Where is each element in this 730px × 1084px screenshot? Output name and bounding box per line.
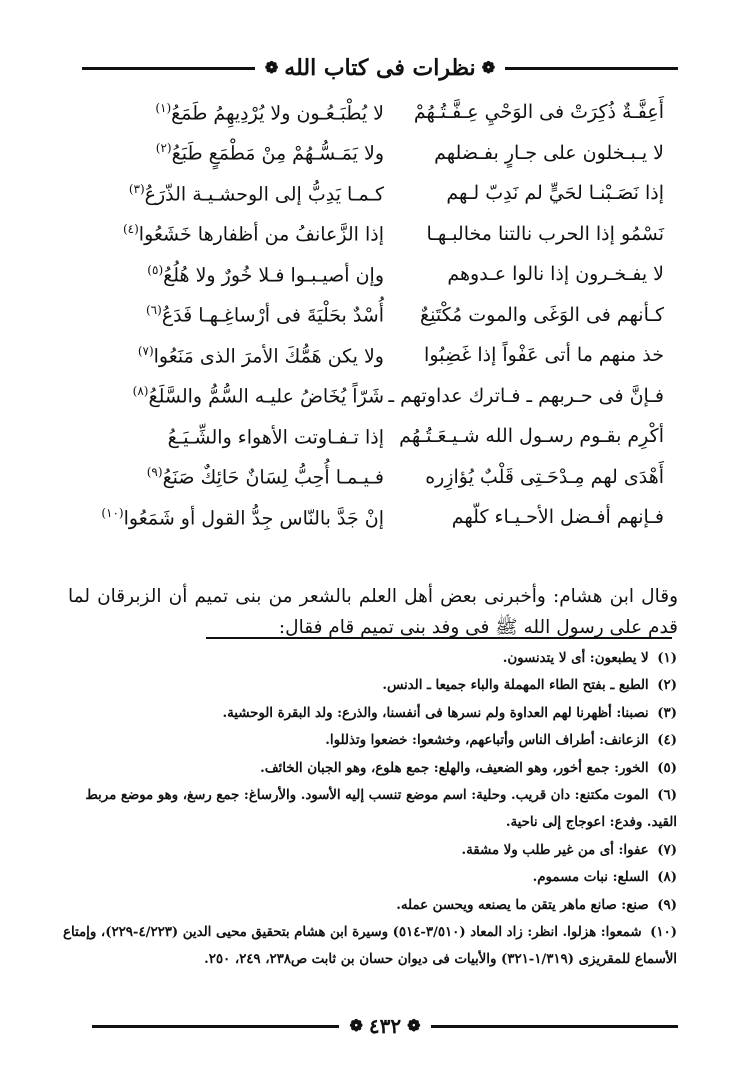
footnote-text: صنع: صانع ماهر يتقن ما يصنعه ويحسن عمله. xyxy=(396,897,649,913)
poem-verse xyxy=(84,335,664,376)
footnote-number: (٦) xyxy=(657,788,677,804)
footnote-text: الزعانف: أطراف الناس وأتباعهم، وخشعوا: خضعوا وتذللوا. xyxy=(325,733,649,749)
footnote-text: الخور: جمع أخور، وهو الضعيف، والهلع: جمع هلوع، وهو الجبان الخائف. xyxy=(260,760,649,776)
poem-verse xyxy=(84,214,664,255)
footnote-number: (٤) xyxy=(657,733,677,749)
verse-first-hemistich: لا يـبـخلون على جـارٍ بفـضلهم xyxy=(434,141,664,164)
verse-first-hemistich: فـإنَّ فى حـربهم ـ فـاترك عداوتهم ـ xyxy=(388,384,664,407)
footnote-ref: (٤) xyxy=(122,222,139,237)
verse-second-hemistich xyxy=(84,425,384,448)
verse-second-text: ولا يكن هَمُّكَ الأمرَ الذى مَنَعُوا xyxy=(153,344,384,367)
flower-ornament-icon: ❁ xyxy=(264,58,279,77)
flower-ornament-icon: ❁ xyxy=(407,1016,421,1035)
footnote-number: (٥) xyxy=(657,760,677,776)
footnote xyxy=(62,672,677,699)
verse-second-text: إنْ جَدَّ بالنّاس جِدُّ القول أو شَمَعُوا xyxy=(123,506,384,529)
footnote-text: الموت مكتنع: دان قريب. وحلية: اسم موضع تنسب إليه الأسود. والأرساغ: جمع رسغ، وهو موضع مربط القيد. وفدع: اعوجاج إلى ناحية. xyxy=(85,788,677,831)
verse-first-hemistich: أكْرِم بقـوم رسـول الله شـيـعَـتُـهُم xyxy=(399,425,664,448)
footnote-ref: (٩) xyxy=(146,465,163,480)
header-title-block xyxy=(255,55,505,81)
verse-second-hemistich xyxy=(84,465,384,488)
page-number-block xyxy=(339,1014,430,1038)
poem-verse xyxy=(84,376,664,417)
flower-ornament-icon: ❁ xyxy=(481,58,496,77)
footnote-number: (٩) xyxy=(657,897,677,913)
verse-second-text: كـمـا يَدِبُّ إلى الوحشـيـة الذّرَعُ xyxy=(144,182,384,205)
verse-second-hemistich xyxy=(84,344,384,367)
poem-verse xyxy=(84,173,664,214)
footnote-number: (٧) xyxy=(657,842,677,858)
verse-second-hemistich xyxy=(84,384,384,407)
footnote-text: لا يطبعون: أى لا يتدنسون. xyxy=(502,651,649,666)
verse-first-hemistich: خذ منهم ما أتى عَفْواً إذا غَضِبُوا xyxy=(424,344,664,367)
verse-second-hemistich xyxy=(84,182,384,205)
footnote-number: (٣) xyxy=(657,705,677,721)
footnote xyxy=(62,782,677,837)
footnote-ref: (٧) xyxy=(137,343,154,358)
footnote xyxy=(62,727,677,754)
footnote-text: شمعوا: هزلوا. انظر: زاد المعاد (٣/٥١٠-٥١٤) وسيرة ابن هشام بتحقيق محيى الدين (٤/٢٢٣-٢٢٩)، وإمتاع الأسماع للمقريزى (١/٣١٩-٣٢١) والأبيات فى ديوان حسان بن ثابت ص٢٣٨، ٢٤٩، ٢٥٠. xyxy=(63,925,677,968)
footer-rule-left xyxy=(92,1025,339,1028)
footnote xyxy=(62,892,677,919)
running-header xyxy=(82,50,678,86)
verse-second-hemistich xyxy=(84,141,384,164)
body-paragraph: وقال ابن هشام: وأخبرنى بعض أهل العلم بالشعر من بنى تميم أن الزبرقان لما قدم على رسول الله ﷺ فى وفد بنى تميم قام فقال: xyxy=(68,585,678,638)
footnote xyxy=(62,864,677,891)
footnote-ref: (٥) xyxy=(147,262,164,277)
verse-first-hemistich: إذا نَصَـبْنـا لحَيٍّ لم نَدِبّ لـهم xyxy=(446,182,664,205)
verse-first-hemistich: أَهْدَى لهم مِـدْحَـتِى قَلْبٌ يُؤازِره xyxy=(425,465,664,488)
footnote xyxy=(62,837,677,864)
verse-first-hemistich: نَسْمُو إذا الحرب نالتنا مخالبـهـا xyxy=(426,222,664,245)
footnote-ref: (١) xyxy=(155,100,172,115)
verse-second-hemistich xyxy=(84,506,384,529)
footnote-text: السلع: نبات مسموم. xyxy=(532,870,649,886)
footnote xyxy=(62,755,677,782)
verse-second-hemistich xyxy=(84,263,384,286)
header-title: نظرات فى كتاب الله xyxy=(284,55,476,81)
footnote-text: الطبع ـ بفتح الطاء المهملة والباء جميعا ـ الدنس. xyxy=(382,678,649,694)
footnote-ref: (٨) xyxy=(132,384,149,399)
verse-first-hemistich: لا يفـخـرون إذا نالوا عـدوهم xyxy=(447,263,664,286)
footnote-number: (١) xyxy=(657,651,677,666)
footnotes-divider xyxy=(206,637,672,639)
poem-verse xyxy=(84,295,664,336)
page-footer xyxy=(92,1013,678,1039)
footnote-number: (١٠) xyxy=(650,925,677,941)
verse-first-hemistich: كـأنهم فى الوَغَى والموت مُكْتَنِعٌ xyxy=(419,303,664,326)
footnote-text: نصبنا: أظهرنا لهم العداوة ولم نسرها فى أنفسنا، والذرع: ولد البقرة الوحشية. xyxy=(222,705,649,721)
footnote xyxy=(62,919,677,974)
header-rule-left xyxy=(82,67,255,70)
footnote xyxy=(62,645,677,672)
page-number: ٤٣٢ xyxy=(368,1014,402,1038)
footnotes xyxy=(62,645,677,974)
verse-second-text: وإن أصيـبـوا فـلا خُورٌ ولا هُلُعُ xyxy=(163,263,384,286)
verse-second-hemistich xyxy=(84,101,384,124)
verse-second-text: إذا الزَّعانفُ من أظفارها خَشَعُوا xyxy=(138,223,384,246)
verse-second-text: شَرّاً يُخَاضُ عليـه السُّمُّ والسَّلَعُ xyxy=(148,385,384,408)
verse-second-text: لا يُطْبَـعُـون ولا يُرْدِيهِمُ طَمَعُ xyxy=(171,101,384,124)
verse-second-text: ولا يَمَـسُّـهُمْ مِنْ مَطْمَعٍ طَبَعُ xyxy=(171,142,384,165)
verse-second-hemistich xyxy=(84,222,384,245)
verse-second-text: إذا تـفـاوتت الأهواء والشِّـيَـعُ xyxy=(167,425,384,448)
poem-verse xyxy=(84,133,664,174)
poem-verse xyxy=(84,497,664,538)
footnote-number: (٢) xyxy=(657,678,677,694)
footnote xyxy=(62,700,677,727)
footnote-ref: (٢) xyxy=(155,141,172,156)
footnote-ref: (٣) xyxy=(128,181,145,196)
footnote-ref: (١٠) xyxy=(101,505,124,520)
verse-first-hemistich: فـإنهم أفـضل الأحـيـاء كلّهم xyxy=(451,506,664,529)
verse-second-hemistich xyxy=(84,303,384,326)
verse-second-text: أُسْدٌ بحَلْيَةَ فى أرْساغِـهـا فَدَعُ xyxy=(161,304,384,327)
header-rule-right xyxy=(505,67,678,70)
footnote-text: عفوا: أى من غير طلب ولا مشقة. xyxy=(461,842,649,858)
poem-verse xyxy=(84,254,664,295)
flower-ornament-icon: ❁ xyxy=(349,1016,363,1035)
footnote-number: (٨) xyxy=(657,870,677,886)
poem-verse xyxy=(84,92,664,133)
poem-verse xyxy=(84,457,664,498)
verse-second-text: فـيـمـا أُحِبُّ لِسَانٌ حَائِكٌ صَنَعُ xyxy=(162,466,384,489)
verse-first-hemistich: أَعِفَّـةٌ ذُكِرَتْ فى الوَحْيِ عِـفَّـتُـهُمْ xyxy=(413,101,664,124)
footnote-ref: (٦) xyxy=(145,303,162,318)
footer-rule-right xyxy=(431,1025,678,1028)
poem xyxy=(84,92,664,538)
poem-verse xyxy=(84,416,664,457)
